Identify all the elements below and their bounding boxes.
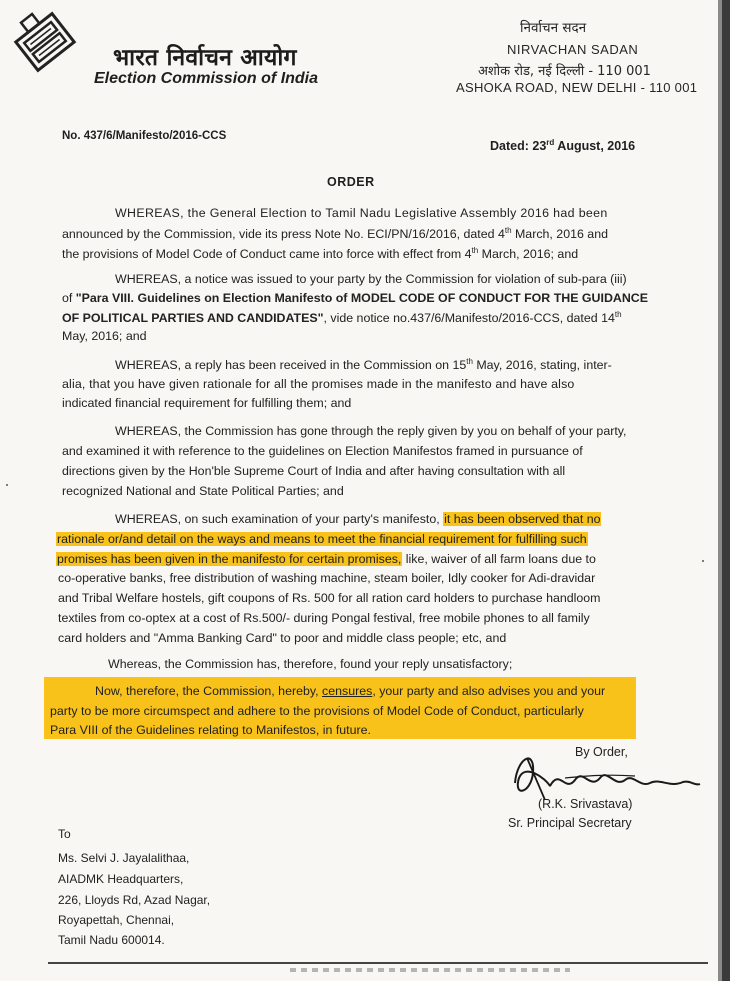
commission-title: Election Commission of India: [94, 70, 319, 87]
p5-line-5: and Tribal Welfare hostels, gift coupons of Rs. 500 for all ration card holders to purchase handloom: [58, 591, 601, 605]
footer-faint-text: [290, 968, 570, 972]
p2-line-1: WHEREAS, a notice was issued to your party by the Commission for violation of sub-para (iii): [115, 272, 627, 286]
p4-line-2: and examined it with reference to the guidelines on Election Manifestos framed in pursuance of: [62, 444, 583, 458]
p3-line-1: WHEREAS, a reply has been received in the Commission on 15th May, 2016, stating, inter-: [115, 357, 612, 373]
p4-line-1: WHEREAS, the Commission has gone through the reply given by you on behalf of your party,: [115, 424, 627, 438]
censures-word: censures: [322, 684, 373, 698]
p2-line-4: May, 2016; and: [62, 329, 147, 343]
p3-line-3: indicated financial requirement for fulfilling them; and: [62, 396, 352, 410]
p1-line-2: announced by the Commission, vide its press Note No. ECI/PN/16/2016, dated 4th March, 2016 and: [62, 226, 608, 242]
p2-line-3: OF POLITICAL PARTIES AND CANDIDATES", vide notice no.437/6/Manifesto/2016-CCS, dated 14th: [62, 310, 622, 326]
highlight-observation-1: it has been observed that no: [444, 512, 601, 526]
p7-line-1: Now, therefore, the Commission, hereby, censures, your party and also advises you and your: [95, 684, 606, 698]
by-order-label: By Order,: [575, 745, 628, 759]
scan-edge: [722, 0, 730, 981]
highlight-observation-3: promises has been given in the manifesto for certain promises,: [57, 552, 402, 566]
p5-line-2: [56, 532, 588, 546]
scan-speck: [6, 484, 8, 486]
p4-line-3: directions given by the Hon'ble Supreme Court of India and after having consultation with all: [62, 464, 566, 478]
scan-speck: [702, 560, 704, 562]
p7-line-3: Para VIII of the Guidelines relating to Manifestos, in future.: [50, 723, 371, 737]
address-english-2: ASHOKA ROAD, NEW DELHI - 110 001: [456, 80, 698, 95]
recipient-line-3: 226, Lloyds Rd, Azad Nagar,: [58, 893, 211, 907]
address-english-1: NIRVACHAN SADAN: [507, 42, 639, 57]
p5-line-6: textiles from co-optex at a cost of Rs.500/- during Pongal festival, free mobile phones to all family: [58, 611, 590, 625]
p5-line-4: co-operative banks, free distribution of washing machine, steam boiler, Idly cooker for Adi-dravidar: [58, 571, 596, 585]
recipient-line-5: Tamil Nadu 600014.: [58, 933, 165, 947]
address-hindi-1: निर्वाचन सदन: [520, 20, 587, 36]
p7-line-2: party to be more circumspect and adhere to the provisions of Model Code of Conduct, particularly: [50, 704, 584, 718]
recipient-line-2: AIADMK Headquarters,: [58, 872, 184, 886]
p1-line-1: WHEREAS, the General Election to Tamil Nadu Legislative Assembly 2016 had been: [115, 206, 608, 220]
p5-line-1: WHEREAS, on such examination of your party's manifesto, it has been observed that no: [115, 512, 601, 526]
to-label: To: [58, 827, 71, 841]
address-hindi-2: अशोक रोड, नई दिल्ली - 110 001: [478, 64, 651, 79]
p5-line-3: promises has been given in the manifesto for certain promises, like, waiver of all farm loans due to: [57, 552, 596, 566]
p4-line-4: recognized National and State Political Parties; and: [62, 484, 344, 498]
p1-line-3: the provisions of Model Code of Conduct came into force with effect from 4th March, 2016; and: [62, 246, 579, 262]
signatory-name: (R.K. Srivastava): [538, 797, 633, 811]
highlight-observation-2: rationale or/and detail on the ways and means to meet the financial requirement for fulfilling such: [57, 532, 587, 546]
order-heading: ORDER: [327, 175, 375, 189]
p3-line-2: alia, that you have given rationale for all the promises made in the manifesto and have also: [62, 377, 575, 391]
recipient-line-1: Ms. Selvi J. Jayalalithaa,: [58, 851, 190, 865]
reference-number: No. 437/6/Manifesto/2016-CCS: [62, 130, 227, 142]
eci-logo-icon: [12, 6, 78, 78]
recipient-line-4: Royapettah, Chennai,: [58, 913, 175, 927]
footer-rule: [48, 962, 708, 964]
order-date: Dated: 23rd August, 2016: [490, 138, 636, 154]
p6-line-1: Whereas, the Commission has, therefore, found your reply unsatisfactory;: [108, 657, 513, 671]
p5-line-7: card holders and "Amma Banking Card" to poor and middle class people; etc, and: [58, 631, 507, 645]
hindi-commission-title: भारत निर्वाचन आयोग: [113, 45, 297, 71]
signatory-designation: Sr. Principal Secretary: [508, 816, 632, 830]
p2-line-2: of "Para VIII. Guidelines on Election Manifesto of MODEL CODE OF CONDUCT FOR THE GUIDANCE: [62, 291, 649, 305]
